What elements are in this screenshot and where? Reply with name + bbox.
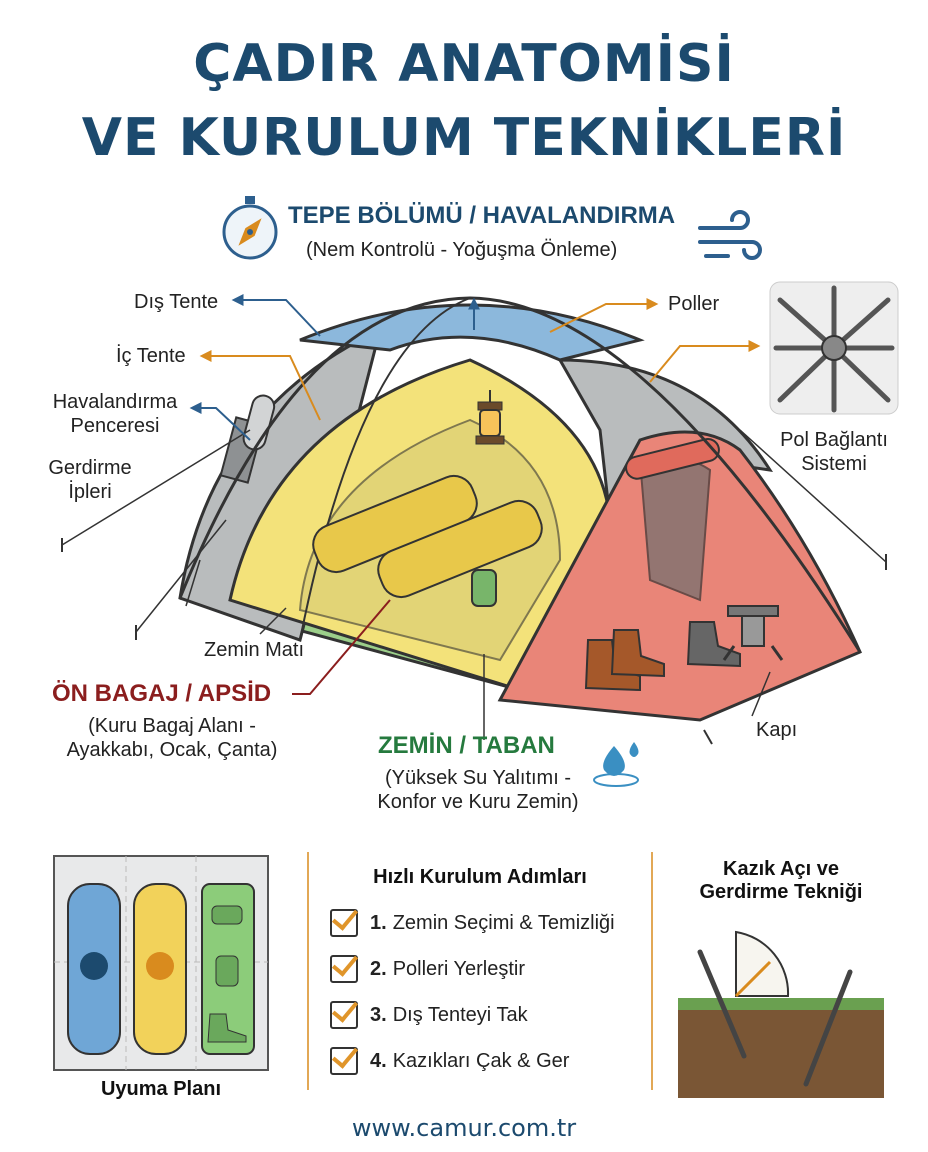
zemin-subtitle: (Yüksek Su Yalıtımı - Konfor ve Kuru Zemin) — [377, 767, 579, 813]
setup-step: 4. Kazıkları Çak & Ger — [330, 1044, 569, 1078]
sleep-plan-diagram — [54, 856, 268, 1070]
label-poller: Poller — [668, 293, 720, 315]
label-zemin-mati: Zemin Matı — [204, 639, 305, 661]
label-pol-baglanti: Pol Bağlantı Sistemi — [780, 429, 888, 475]
sleep-plan-title: Uyuma Planı — [100, 1078, 222, 1100]
page-title-line-2: VE KURULUM TEKNİKLERİ — [81, 108, 847, 168]
setup-step: 1. Zemin Seçimi & Temizliği — [330, 906, 615, 940]
setup-step: 2. Polleri Yerleştir — [330, 952, 525, 986]
checkbox-icon — [330, 1001, 358, 1029]
zemin-heading: ZEMİN / TABAN — [378, 732, 555, 759]
ground-cross-section — [678, 998, 884, 1098]
wind-icon — [700, 212, 760, 258]
setup-step: 3. Dış Tenteyi Tak — [330, 998, 528, 1032]
angle-gauge-icon — [736, 932, 788, 996]
page-title-line-1: ÇADIR ANATOMİSİ — [193, 34, 735, 94]
compass-icon — [224, 196, 276, 258]
on-bagaj-subtitle: (Kuru Bagaj Alanı - Ayakkabı, Ocak, Çanta) — [66, 715, 278, 761]
label-ic-tente: İç Tente — [116, 345, 186, 367]
checkbox-icon — [330, 1047, 358, 1075]
on-bagaj-heading: ÖN BAGAJ / APSİD — [52, 680, 272, 707]
label-gerdirme-ipleri: Gerdirme İpleri — [48, 457, 132, 503]
checkbox-icon — [330, 955, 358, 983]
footer-url[interactable]: www.camur.com.tr — [351, 1114, 577, 1142]
tepe-subtitle: (Nem Kontrolü - Yoğuşma Önleme) — [306, 239, 618, 261]
gas-canister-icon — [472, 570, 496, 606]
label-dis-tente: Dış Tente — [134, 291, 219, 313]
water-drop-icon — [594, 742, 639, 786]
tepe-heading: TEPE BÖLÜMÜ / HAVALANDIRMA — [288, 202, 676, 229]
label-kapi: Kapı — [756, 719, 798, 741]
label-havalandirma-penceresi: Havalandırma Penceresi — [52, 391, 178, 437]
pole-hub-icon — [770, 282, 898, 414]
steps-title: Hızlı Kurulum Adımları — [373, 866, 587, 888]
stake-title: Kazık Açı ve Gerdirme Tekniği — [699, 858, 863, 903]
checkbox-icon — [330, 909, 358, 937]
